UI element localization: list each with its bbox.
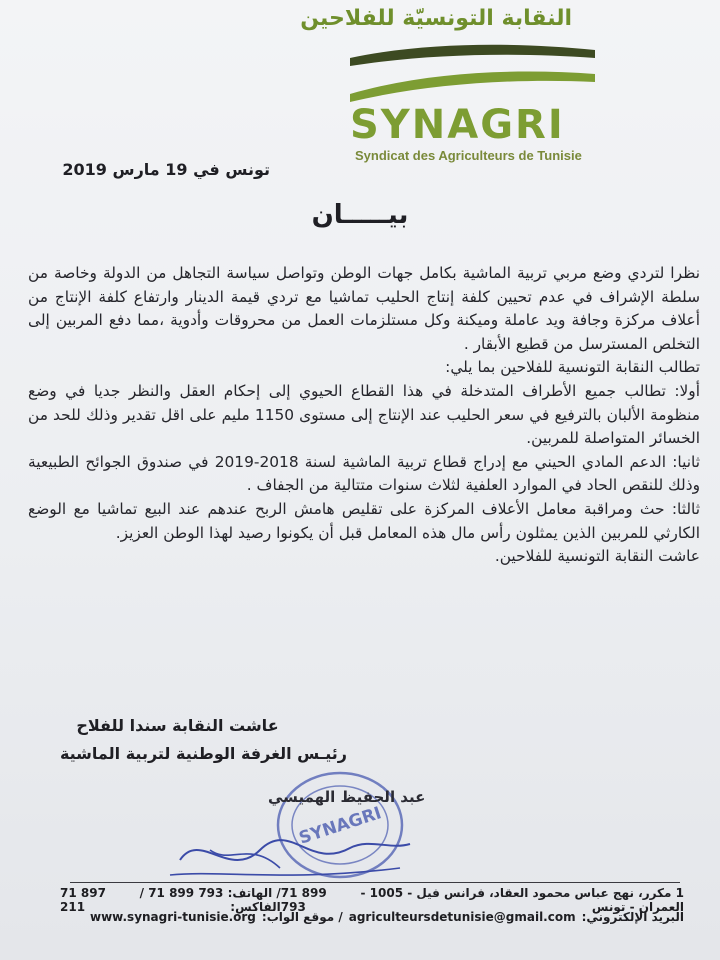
letter-body (28, 262, 700, 569)
synagri-logo (300, 6, 600, 171)
signatory-name: عبد الحفيظ الهميسي (268, 788, 426, 806)
signatory-title: رئيـس الغرفة الوطنية لتربية الماشية (59, 744, 347, 763)
footer-web-line (90, 910, 684, 924)
footer-website[interactable]: www.synagri-tunisie.org (90, 910, 256, 924)
footer-phone-label: / الهاتف: 793 899 71 / الفاكس: (139, 886, 281, 914)
svg-text:SYNAGRI: SYNAGRI (296, 803, 384, 849)
logo-swoosh-icon (345, 44, 600, 104)
footer-email[interactable]: agriculteursdetunisie@gmail.com (348, 910, 576, 924)
body-paragraph: ثانيا: الدعم المادي الحيني مع إدراج قطاع تربية الماشية لسنة 2018-2019 في صندوق الجوائح الطبيعية وذلك للنقص الحاد في الموارد العلفية لثلاث سنوات متتالية من الجفاف . (28, 452, 700, 495)
handwritten-signature-icon (140, 820, 420, 890)
body-paragraph: نظرا لتردي وضع مربي تربية الماشية بكامل جهات الوطن وتواصل سياسة التجاهل من الدولة وخاصة من سلطة الإشراف في عدم تحيين كلفة إنتاج الحليب تماشيا مع تردي قيمة الدينار وارتفاع كلفة الإنتاج من أعلاف مركزة وجافة ويد عاملة وميكنة وكل مستلزمات العمل من محروقات وأدوية ،مما دفع المربين إلى التخلص المسترسل من قطيع الأبقار . (28, 264, 700, 353)
logo-arabic-name: النقابة التونسيّة للفلاحين (300, 6, 572, 31)
letter-title: بيـــــان (311, 200, 409, 230)
footer-divider (70, 882, 680, 883)
body-paragraph: ثالثا: حث ومراقبة معامل الأعلاف المركزة على تقليص هامش الربح عندهم عند البيع تماشيا مع الوضع الكارثي للمربين الذين يمثلون رأس مال هذه المعامل قبل أن يكونوا رصيد لهذا الوطن العزيز. (28, 499, 700, 542)
body-paragraph: تطالب النقابة التونسية للفلاحين بما يلي: (445, 358, 700, 377)
body-paragraph: عاشت النقابة التونسية للفلاحين. (494, 547, 700, 566)
footer-website-label: / موقع الواب: (261, 910, 343, 924)
letter-date: تونس في 19 مارس 2019 (62, 160, 270, 179)
body-paragraph: أولا: تطالب جميع الأطراف المتدخلة في هذا القطاع الحيوي إلى إحكام العقل والنظر جديا في وضع منظومة الألبان بالترفيع في سعر الحليب عند الإنتاج إلى مستوى 1150 مليم على اقل تقدير وذلك للحد من الخسائر المتواصلة للمربين. (28, 381, 701, 448)
logo-subtitle: Syndicat des Agriculteurs de Tunisie (355, 148, 582, 163)
footer-email-label: البريد الإلكتروني: (581, 910, 684, 924)
logo-wordmark: SYNAGRI (350, 102, 565, 148)
closing-block (59, 712, 347, 768)
footer-address: 1 مكرر، نهج عباس محمود العقاد، فرانس فيل - 1005 - العمران - تونس (360, 886, 685, 914)
closing-line: عاشت النقابة سندا للفلاح (76, 716, 279, 735)
footer-phone: 71 899 793 (280, 886, 327, 914)
footer-fax: 71 897 211 (60, 886, 106, 914)
